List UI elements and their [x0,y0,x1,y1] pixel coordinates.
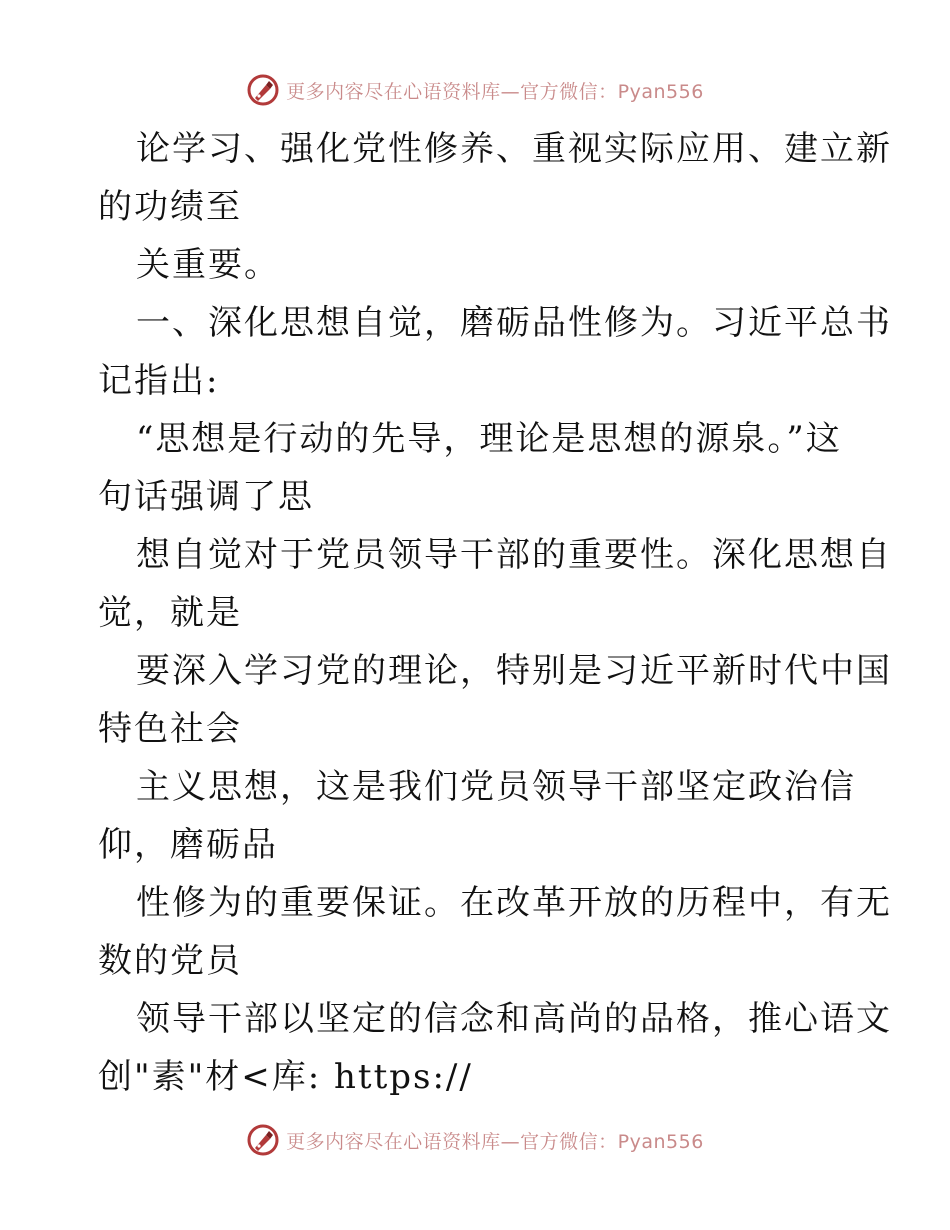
watermark-text: 更多内容尽在心语资料库—官方微信：Pyan556 [286,80,704,103]
header-watermark [0,70,950,110]
text-line: 领导干部以坚定的信念和高尚的品格，推心语文 [136,999,892,1039]
pen-nib-logo-icon [246,73,280,107]
pen-nib-logo-icon [246,1123,280,1157]
text-line: 论学习、强化党性修养、重视实际应用、建立新 [136,129,892,169]
text-line: 记指出: [98,361,220,401]
watermark-text: 更多内容尽在心语资料库—官方微信：Pyan556 [286,1130,704,1153]
footer-watermark [0,1120,950,1160]
text-line: 的功绩至 [98,187,242,227]
text-line: 要深入学习党的理论，特别是习近平新时代中国 [136,651,892,691]
text-line: 数的党员 [98,941,242,981]
text-line: 关重要。 [136,245,280,285]
text-line: 觉，就是 [98,593,242,633]
text-line: 想自觉对于党员领导干部的重要性。深化思想自 [136,535,892,575]
text-line: 性修为的重要保证。在改革开放的历程中，有无 [136,883,892,923]
text-line: 特色社会 [98,709,242,749]
text-line: 创"素"材<库: https:// [98,1057,473,1097]
text-line: 仰，磨砺品 [98,825,278,865]
text-line: 主义思想，这是我们党员领导干部坚定政治信 [136,767,856,807]
text-line: “思想是行动的先导，理论是思想的源泉。”这 [136,419,842,459]
document-body [98,120,892,1106]
text-line: 一、深化思想自觉，磨砺品性修为。习近平总书 [136,303,892,343]
text-line: 句话强调了思 [98,477,314,517]
